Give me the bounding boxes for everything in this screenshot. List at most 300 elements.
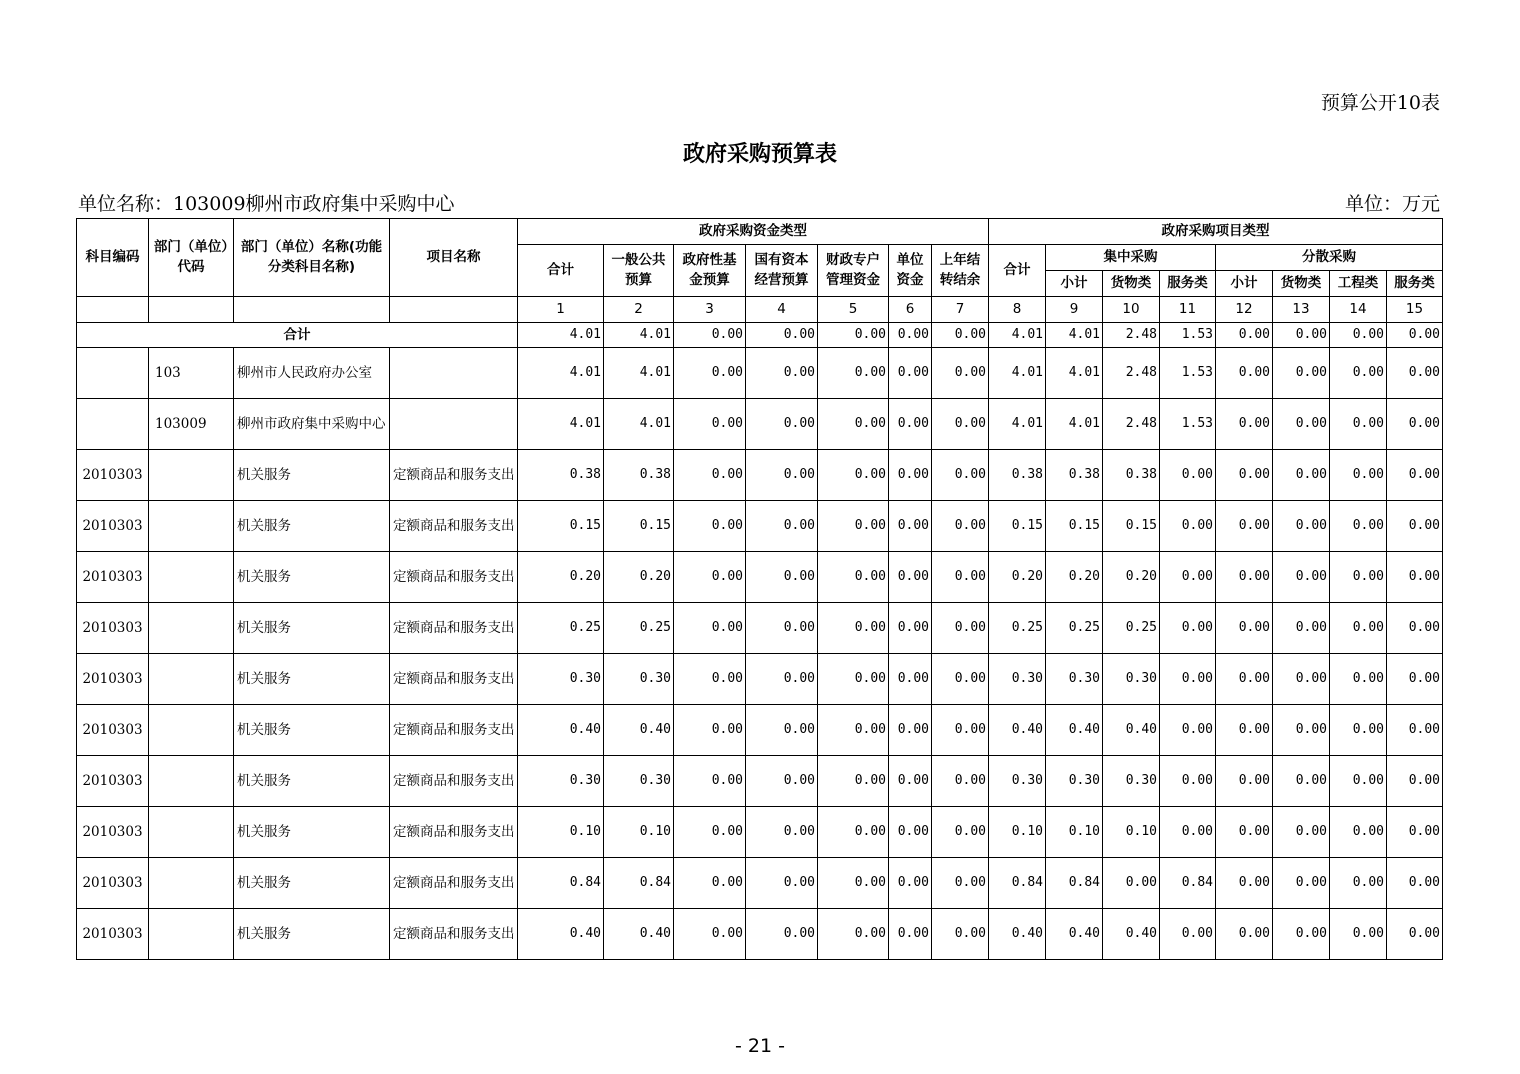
dept-code-cell [149, 654, 234, 705]
amount-cell: 0.00 [889, 756, 932, 807]
amount-cell: 0.00 [746, 858, 818, 909]
header-c-service: 服务类 [1160, 271, 1216, 297]
project-name-cell: 定额商品和服务支出 [390, 603, 518, 654]
header-project-type: 政府采购项目类型 [989, 219, 1443, 245]
total-value: 0.00 [746, 323, 818, 348]
project-name-cell [390, 399, 518, 450]
amount-cell: 0.25 [1103, 603, 1160, 654]
amount-cell: 0.00 [818, 399, 889, 450]
header-c-goods: 货物类 [1103, 271, 1160, 297]
amount-cell: 0.40 [1103, 705, 1160, 756]
amount-cell: 0.00 [1387, 705, 1443, 756]
column-index: 6 [889, 297, 932, 323]
amount-cell: 0.30 [518, 654, 604, 705]
dept-name-cell: 柳州市人民政府办公室 [234, 348, 390, 399]
amount-cell: 0.00 [1273, 807, 1330, 858]
amount-cell: 0.20 [989, 552, 1046, 603]
amount-cell: 0.00 [818, 654, 889, 705]
amount-cell: 0.00 [674, 705, 746, 756]
column-index: 7 [932, 297, 989, 323]
project-name-cell: 定额商品和服务支出 [390, 450, 518, 501]
amount-cell: 0.25 [604, 603, 674, 654]
header-carryover: 上年结转结余 [932, 245, 989, 297]
amount-cell: 0.25 [1046, 603, 1103, 654]
amount-cell: 2.48 [1103, 348, 1160, 399]
total-row [77, 323, 1443, 348]
column-index: 12 [1216, 297, 1273, 323]
amount-cell: 4.01 [989, 348, 1046, 399]
amount-cell: 0.38 [989, 450, 1046, 501]
table-row [77, 858, 1443, 909]
amount-cell: 0.40 [1103, 909, 1160, 960]
amount-cell: 0.00 [932, 807, 989, 858]
amount-cell: 0.00 [889, 909, 932, 960]
header-dept-name: 部门（单位）名称(功能分类科目名称) [234, 219, 390, 297]
amount-cell: 0.30 [1046, 756, 1103, 807]
amount-cell: 0.00 [1273, 705, 1330, 756]
amount-cell: 0.00 [1160, 705, 1216, 756]
table-body [77, 323, 1443, 960]
amount-cell: 0.00 [1273, 756, 1330, 807]
dept-name-cell: 机关服务 [234, 909, 390, 960]
table-row [77, 807, 1443, 858]
amount-cell: 0.00 [746, 348, 818, 399]
header-dept-code: 部门（单位）代码 [149, 219, 234, 297]
amount-cell: 0.00 [1387, 756, 1443, 807]
total-value: 0.00 [1273, 323, 1330, 348]
amount-cell: 0.00 [1330, 654, 1387, 705]
amount-cell: 0.00 [1387, 450, 1443, 501]
column-index: 1 [518, 297, 604, 323]
amount-cell: 0.30 [604, 654, 674, 705]
amount-cell: 0.15 [518, 501, 604, 552]
subject-code-cell: 2010303 [77, 654, 149, 705]
header-c-subtotal: 小计 [1046, 271, 1103, 297]
dept-name-cell: 柳州市政府集中采购中心 [234, 399, 390, 450]
column-index: 3 [674, 297, 746, 323]
page-number: - 21 - [735, 1035, 785, 1057]
amount-cell: 0.00 [746, 399, 818, 450]
header-unit-fund: 单位资金 [889, 245, 932, 297]
subject-code-cell: 2010303 [77, 909, 149, 960]
column-index: 13 [1273, 297, 1330, 323]
amount-cell: 0.00 [1160, 450, 1216, 501]
amount-cell: 0.00 [1387, 399, 1443, 450]
amount-cell: 0.30 [989, 756, 1046, 807]
subject-code-cell: 2010303 [77, 807, 149, 858]
amount-cell: 0.00 [1330, 756, 1387, 807]
subject-code-cell: 2010303 [77, 756, 149, 807]
total-value: 0.00 [932, 323, 989, 348]
amount-cell: 0.00 [1103, 858, 1160, 909]
dept-code-cell [149, 603, 234, 654]
table-row [77, 705, 1443, 756]
dept-name-cell: 机关服务 [234, 450, 390, 501]
table-row [77, 603, 1443, 654]
amount-cell: 0.00 [1160, 501, 1216, 552]
project-name-cell: 定额商品和服务支出 [390, 705, 518, 756]
amount-cell: 0.84 [1046, 858, 1103, 909]
amount-cell: 0.00 [1330, 348, 1387, 399]
dept-code-cell [149, 756, 234, 807]
amount-cell: 0.38 [518, 450, 604, 501]
amount-cell: 0.40 [989, 909, 1046, 960]
amount-cell: 0.00 [1273, 909, 1330, 960]
amount-cell: 0.00 [889, 807, 932, 858]
amount-cell: 0.00 [1160, 756, 1216, 807]
amount-cell: 0.00 [932, 909, 989, 960]
amount-cell: 0.00 [1216, 909, 1273, 960]
amount-cell: 0.40 [1046, 909, 1103, 960]
amount-cell: 0.00 [1387, 858, 1443, 909]
amount-cell: 0.00 [889, 348, 932, 399]
dept-name-cell: 机关服务 [234, 501, 390, 552]
column-index: 8 [989, 297, 1046, 323]
amount-cell: 0.00 [1387, 501, 1443, 552]
amount-cell: 0.00 [1330, 909, 1387, 960]
amount-cell: 0.00 [1330, 450, 1387, 501]
amount-cell: 0.00 [1216, 399, 1273, 450]
amount-cell: 0.00 [746, 807, 818, 858]
amount-cell: 0.00 [818, 348, 889, 399]
amount-cell: 0.00 [818, 909, 889, 960]
amount-cell: 0.20 [518, 552, 604, 603]
dept-name-cell: 机关服务 [234, 654, 390, 705]
total-value: 1.53 [1160, 323, 1216, 348]
amount-cell: 0.84 [989, 858, 1046, 909]
amount-cell: 0.00 [1160, 552, 1216, 603]
amount-cell: 0.84 [604, 858, 674, 909]
total-value: 0.00 [1216, 323, 1273, 348]
total-value: 4.01 [604, 323, 674, 348]
amount-cell: 0.15 [989, 501, 1046, 552]
project-name-cell: 定额商品和服务支出 [390, 501, 518, 552]
total-value: 4.01 [989, 323, 1046, 348]
amount-cell: 0.00 [1387, 909, 1443, 960]
amount-cell: 0.00 [1273, 858, 1330, 909]
dept-name-cell: 机关服务 [234, 858, 390, 909]
dept-code-cell [149, 909, 234, 960]
amount-cell: 0.00 [932, 858, 989, 909]
amount-cell: 0.00 [1273, 450, 1330, 501]
amount-cell: 0.00 [1387, 603, 1443, 654]
amount-cell: 0.00 [1387, 654, 1443, 705]
amount-cell: 0.00 [1387, 807, 1443, 858]
amount-cell: 0.00 [1216, 348, 1273, 399]
amount-cell: 0.30 [604, 756, 674, 807]
header-total-2: 合计 [989, 245, 1046, 297]
column-index: 9 [1046, 297, 1103, 323]
total-value: 0.00 [818, 323, 889, 348]
dept-code-cell [149, 501, 234, 552]
table-row [77, 654, 1443, 705]
amount-cell: 0.38 [1046, 450, 1103, 501]
table-row [77, 399, 1443, 450]
amount-cell: 0.00 [889, 399, 932, 450]
header-decentralized: 分散采购 [1216, 245, 1443, 271]
amount-cell: 0.00 [1160, 603, 1216, 654]
amount-cell: 0.40 [518, 705, 604, 756]
amount-cell: 0.38 [604, 450, 674, 501]
amount-cell: 0.00 [818, 552, 889, 603]
amount-cell: 0.00 [674, 654, 746, 705]
dept-name-cell: 机关服务 [234, 807, 390, 858]
amount-cell: 0.10 [989, 807, 1046, 858]
amount-cell: 0.00 [932, 654, 989, 705]
amount-cell: 0.00 [932, 603, 989, 654]
column-index: 4 [746, 297, 818, 323]
project-name-cell [390, 348, 518, 399]
column-index: 10 [1103, 297, 1160, 323]
dept-name-cell: 机关服务 [234, 756, 390, 807]
amount-cell: 4.01 [604, 399, 674, 450]
amount-cell: 0.00 [674, 399, 746, 450]
column-index: 11 [1160, 297, 1216, 323]
amount-cell: 0.30 [1103, 756, 1160, 807]
amount-cell: 0.40 [1046, 705, 1103, 756]
amount-cell: 0.00 [1330, 705, 1387, 756]
table-row [77, 909, 1443, 960]
amount-cell: 0.00 [1216, 501, 1273, 552]
dept-name-cell: 机关服务 [234, 603, 390, 654]
project-name-cell: 定额商品和服务支出 [390, 909, 518, 960]
total-value: 0.00 [1387, 323, 1443, 348]
project-name-cell: 定额商品和服务支出 [390, 807, 518, 858]
dept-code-cell: 103009 [149, 399, 234, 450]
amount-cell: 0.15 [604, 501, 674, 552]
procurement-budget-table [76, 218, 1443, 960]
amount-cell: 0.00 [889, 501, 932, 552]
amount-cell: 0.00 [1330, 807, 1387, 858]
amount-cell: 0.00 [818, 756, 889, 807]
total-row-label: 合计 [77, 323, 518, 348]
amount-cell: 0.00 [932, 756, 989, 807]
page-title: 政府采购预算表 [682, 141, 837, 167]
total-value: 0.00 [1330, 323, 1387, 348]
column-index: 5 [818, 297, 889, 323]
amount-cell: 4.01 [1046, 399, 1103, 450]
unit-name-label: 单位名称：103009柳州市政府集中采购中心 [78, 193, 455, 215]
subject-code-cell: 2010303 [77, 705, 149, 756]
amount-cell: 0.00 [1160, 807, 1216, 858]
amount-cell: 0.00 [932, 399, 989, 450]
amount-cell: 0.00 [746, 501, 818, 552]
column-index: 15 [1387, 297, 1443, 323]
dept-name-cell: 机关服务 [234, 705, 390, 756]
amount-cell: 0.40 [604, 909, 674, 960]
amount-cell: 0.00 [674, 552, 746, 603]
subject-code-cell [77, 399, 149, 450]
amount-cell: 0.25 [989, 603, 1046, 654]
amount-cell: 0.10 [1103, 807, 1160, 858]
dept-code-cell [149, 705, 234, 756]
amount-cell: 0.00 [746, 756, 818, 807]
total-value: 4.01 [1046, 323, 1103, 348]
amount-cell: 0.00 [932, 501, 989, 552]
amount-cell: 0.20 [1103, 552, 1160, 603]
subject-code-cell: 2010303 [77, 552, 149, 603]
amount-cell: 0.00 [746, 450, 818, 501]
amount-cell: 0.00 [818, 450, 889, 501]
amount-cell: 4.01 [518, 399, 604, 450]
amount-cell: 0.30 [518, 756, 604, 807]
amount-cell: 0.00 [1216, 858, 1273, 909]
amount-cell: 4.01 [1046, 348, 1103, 399]
amount-cell: 0.84 [518, 858, 604, 909]
amount-cell: 0.00 [1216, 450, 1273, 501]
header-d-service: 服务类 [1387, 271, 1443, 297]
amount-cell: 0.00 [674, 450, 746, 501]
amount-cell: 0.00 [1273, 654, 1330, 705]
project-name-cell: 定额商品和服务支出 [390, 552, 518, 603]
subject-code-cell: 2010303 [77, 501, 149, 552]
amount-cell: 0.00 [674, 909, 746, 960]
amount-cell: 0.00 [1330, 399, 1387, 450]
project-name-cell: 定额商品和服务支出 [390, 654, 518, 705]
amount-cell: 1.53 [1160, 348, 1216, 399]
amount-cell: 1.53 [1160, 399, 1216, 450]
column-index: 2 [604, 297, 674, 323]
amount-cell: 0.00 [674, 603, 746, 654]
amount-cell: 0.00 [932, 348, 989, 399]
currency-unit-label: 单位：万元 [1344, 193, 1440, 215]
amount-cell: 0.00 [889, 705, 932, 756]
amount-cell: 0.40 [518, 909, 604, 960]
amount-cell: 0.00 [889, 552, 932, 603]
amount-cell: 0.00 [932, 552, 989, 603]
table-number-label: 预算公开10表 [1320, 92, 1440, 114]
column-index: 14 [1330, 297, 1387, 323]
amount-cell: 0.00 [889, 654, 932, 705]
amount-cell: 0.10 [604, 807, 674, 858]
amount-cell: 0.00 [1216, 654, 1273, 705]
amount-cell: 0.00 [1330, 501, 1387, 552]
amount-cell: 2.48 [1103, 399, 1160, 450]
total-value: 0.00 [889, 323, 932, 348]
amount-cell: 4.01 [989, 399, 1046, 450]
amount-cell: 0.00 [818, 603, 889, 654]
amount-cell: 0.00 [1216, 705, 1273, 756]
amount-cell: 0.15 [1103, 501, 1160, 552]
amount-cell: 4.01 [604, 348, 674, 399]
amount-cell: 0.00 [889, 858, 932, 909]
total-value: 0.00 [674, 323, 746, 348]
amount-cell: 0.00 [1216, 603, 1273, 654]
amount-cell: 0.00 [1216, 807, 1273, 858]
amount-cell: 0.00 [1160, 654, 1216, 705]
project-name-cell: 定额商品和服务支出 [390, 858, 518, 909]
subject-code-cell: 2010303 [77, 450, 149, 501]
amount-cell: 0.00 [674, 501, 746, 552]
amount-cell: 0.00 [1387, 348, 1443, 399]
amount-cell: 0.00 [889, 603, 932, 654]
amount-cell: 0.00 [889, 450, 932, 501]
table-row [77, 450, 1443, 501]
amount-cell: 0.00 [818, 705, 889, 756]
amount-cell: 0.00 [1330, 603, 1387, 654]
amount-cell: 0.00 [1273, 603, 1330, 654]
amount-cell: 0.00 [746, 603, 818, 654]
dept-code-cell [149, 858, 234, 909]
amount-cell: 0.38 [1103, 450, 1160, 501]
amount-cell: 0.00 [746, 654, 818, 705]
table-row [77, 348, 1443, 399]
amount-cell: 0.25 [518, 603, 604, 654]
subject-code-cell [77, 348, 149, 399]
header-subject-code: 科目编码 [77, 219, 149, 297]
header-special-mgmt: 财政专户管理资金 [818, 245, 889, 297]
amount-cell: 0.20 [604, 552, 674, 603]
amount-cell: 4.01 [518, 348, 604, 399]
amount-cell: 0.00 [818, 858, 889, 909]
header-state-capital: 国有资本经营预算 [746, 245, 818, 297]
amount-cell: 0.00 [1273, 399, 1330, 450]
column-index-row [77, 297, 1443, 323]
amount-cell: 0.00 [674, 756, 746, 807]
amount-cell: 0.40 [604, 705, 674, 756]
amount-cell: 0.00 [1273, 501, 1330, 552]
amount-cell: 0.00 [746, 705, 818, 756]
dept-code-cell [149, 807, 234, 858]
amount-cell: 0.00 [818, 501, 889, 552]
amount-cell: 0.00 [1216, 756, 1273, 807]
header-general-budget: 一般公共预算 [604, 245, 674, 297]
subject-code-cell: 2010303 [77, 858, 149, 909]
amount-cell: 0.00 [818, 807, 889, 858]
amount-cell: 0.00 [1387, 552, 1443, 603]
amount-cell: 0.00 [746, 909, 818, 960]
subject-code-cell: 2010303 [77, 603, 149, 654]
amount-cell: 0.30 [989, 654, 1046, 705]
header-d-subtotal: 小计 [1216, 271, 1273, 297]
dept-name-cell: 机关服务 [234, 552, 390, 603]
amount-cell: 0.15 [1046, 501, 1103, 552]
header-gov-fund: 政府性基金预算 [674, 245, 746, 297]
amount-cell: 0.00 [674, 858, 746, 909]
amount-cell: 0.00 [674, 348, 746, 399]
amount-cell: 0.00 [1216, 552, 1273, 603]
amount-cell: 0.00 [1273, 348, 1330, 399]
header-fund-type: 政府采购资金类型 [518, 219, 989, 245]
amount-cell: 0.30 [1046, 654, 1103, 705]
table-row [77, 552, 1443, 603]
header-d-engineering: 工程类 [1330, 271, 1387, 297]
amount-cell: 0.20 [1046, 552, 1103, 603]
amount-cell: 0.00 [746, 552, 818, 603]
dept-code-cell: 103 [149, 348, 234, 399]
amount-cell: 0.40 [989, 705, 1046, 756]
amount-cell: 0.30 [1103, 654, 1160, 705]
amount-cell: 0.00 [1273, 552, 1330, 603]
amount-cell: 0.00 [674, 807, 746, 858]
amount-cell: 0.00 [932, 705, 989, 756]
amount-cell: 0.00 [932, 450, 989, 501]
amount-cell: 0.00 [1160, 909, 1216, 960]
amount-cell: 0.10 [1046, 807, 1103, 858]
amount-cell: 0.00 [1330, 858, 1387, 909]
dept-code-cell [149, 552, 234, 603]
header-d-goods: 货物类 [1273, 271, 1330, 297]
table-row [77, 756, 1443, 807]
table-row [77, 501, 1443, 552]
header-project-name: 项目名称 [390, 219, 518, 297]
amount-cell: 0.84 [1160, 858, 1216, 909]
project-name-cell: 定额商品和服务支出 [390, 756, 518, 807]
total-value: 2.48 [1103, 323, 1160, 348]
dept-code-cell [149, 450, 234, 501]
header-total: 合计 [518, 245, 604, 297]
amount-cell: 0.10 [518, 807, 604, 858]
